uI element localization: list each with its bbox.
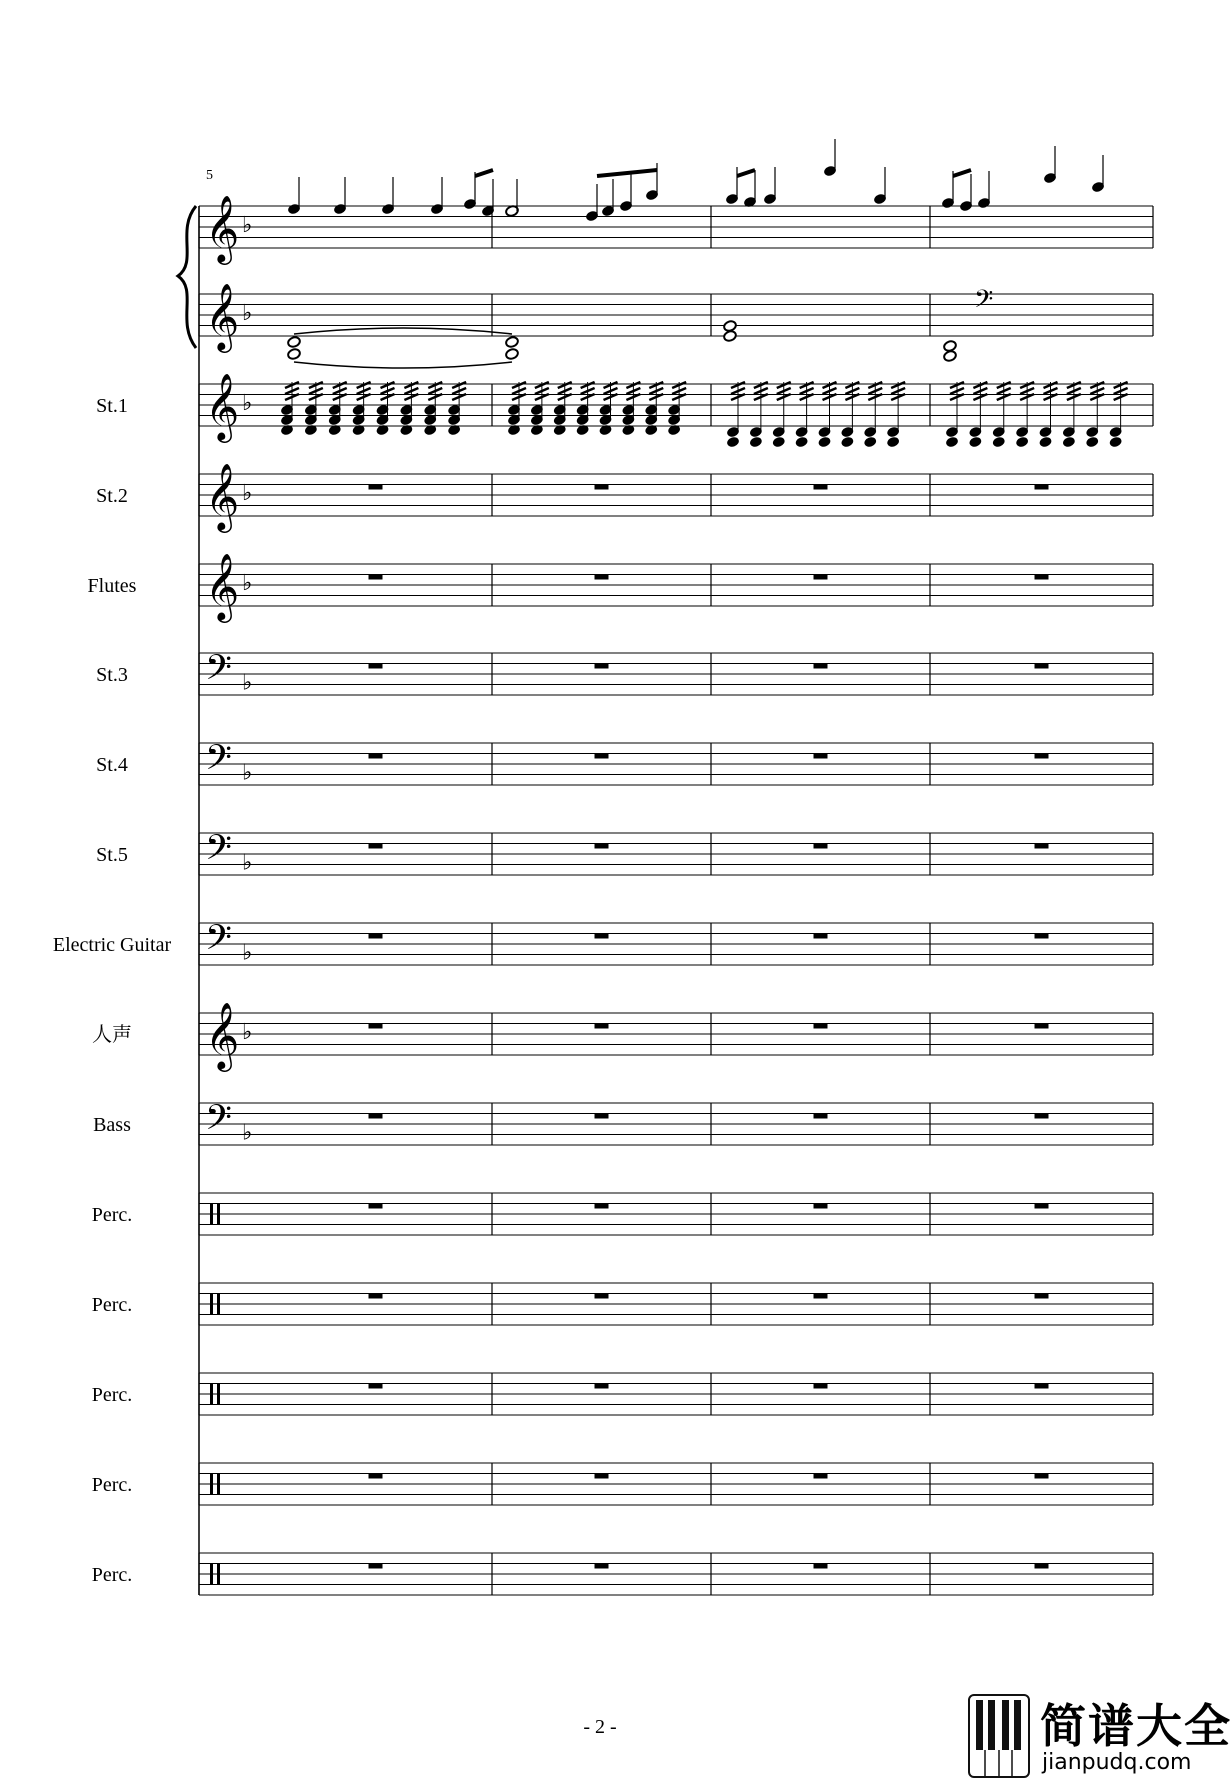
whole-rest bbox=[369, 1384, 383, 1389]
tremolo-note bbox=[968, 436, 982, 449]
instrument-label: Perc. bbox=[91, 1294, 133, 1316]
whole-rest bbox=[814, 754, 828, 759]
staff-8 bbox=[199, 1013, 1153, 1055]
bass-clef-icon: 𝄢 bbox=[205, 917, 233, 966]
whole-rest bbox=[595, 1024, 609, 1029]
whole-rest bbox=[595, 934, 609, 939]
whole-rest bbox=[1035, 1294, 1049, 1299]
whole-rest bbox=[595, 575, 609, 580]
whole-rest bbox=[814, 1294, 828, 1299]
whole-rest bbox=[595, 664, 609, 669]
flat-key-signature-icon: ♭ bbox=[242, 760, 253, 786]
tremolo-note bbox=[1062, 436, 1076, 449]
bass-clef-change-icon: 𝄢 bbox=[974, 285, 994, 320]
staff-10 bbox=[199, 1193, 1153, 1235]
flat-key-signature-icon: ♭ bbox=[242, 850, 253, 876]
whole-rest bbox=[369, 575, 383, 580]
instrument-label: Electric Guitar bbox=[52, 934, 172, 956]
whole-rest bbox=[369, 485, 383, 490]
tremolo-note bbox=[992, 436, 1006, 449]
bass-clef-icon: 𝄢 bbox=[205, 1097, 233, 1146]
page-number: - 2 - bbox=[583, 1716, 617, 1738]
whole-rest bbox=[1035, 754, 1049, 759]
measure-number: 5 bbox=[206, 168, 213, 183]
staff-13 bbox=[199, 1463, 1153, 1505]
percussion-clef-icon bbox=[210, 1294, 213, 1315]
bass-clef-icon: 𝄢 bbox=[205, 827, 233, 876]
whole-rest bbox=[595, 1474, 609, 1479]
flat-key-signature-icon: ♭ bbox=[242, 213, 253, 238]
beam bbox=[475, 170, 493, 176]
whole-rest bbox=[814, 1204, 828, 1209]
staff-2 bbox=[199, 474, 1153, 516]
whole-rest bbox=[595, 754, 609, 759]
whole-note bbox=[505, 336, 519, 349]
tremolo-note bbox=[1015, 436, 1029, 449]
tremolo-note bbox=[749, 436, 763, 449]
instrument-label: Flutes bbox=[87, 575, 137, 597]
whole-rest bbox=[595, 1204, 609, 1209]
percussion-clef-icon bbox=[217, 1474, 220, 1495]
tremolo-note bbox=[1108, 436, 1122, 449]
tremolo-note bbox=[863, 436, 877, 449]
whole-rest bbox=[1035, 575, 1049, 580]
tie bbox=[294, 362, 512, 368]
whole-rest bbox=[595, 1564, 609, 1569]
whole-rest bbox=[814, 1384, 828, 1389]
percussion-clef-icon bbox=[217, 1384, 220, 1405]
whole-rest bbox=[814, 934, 828, 939]
whole-rest bbox=[814, 1564, 828, 1569]
whole-rest bbox=[1035, 1564, 1049, 1569]
staff-14 bbox=[199, 1553, 1153, 1595]
whole-note bbox=[287, 336, 301, 349]
tremolo-note bbox=[817, 436, 831, 449]
beam bbox=[737, 170, 755, 176]
whole-rest bbox=[1035, 844, 1049, 849]
percussion-clef-icon bbox=[210, 1204, 213, 1225]
piano-brace bbox=[178, 206, 196, 348]
whole-rest bbox=[1035, 934, 1049, 939]
instrument-label: St.4 bbox=[96, 754, 128, 776]
whole-rest bbox=[369, 1114, 383, 1119]
piano-keys-icon bbox=[968, 1694, 1030, 1778]
site-logo[interactable] bbox=[968, 1690, 1232, 1782]
flat-key-signature-icon: ♭ bbox=[242, 670, 253, 696]
whole-note bbox=[505, 348, 519, 361]
whole-note bbox=[723, 330, 737, 343]
whole-rest bbox=[369, 1204, 383, 1209]
whole-rest bbox=[595, 485, 609, 490]
flat-key-signature-icon: ♭ bbox=[242, 301, 253, 326]
instrument-label: Perc. bbox=[91, 1384, 133, 1406]
instrument-label: Bass bbox=[93, 1114, 131, 1136]
treble-clef-icon: 𝄞 bbox=[205, 462, 240, 530]
whole-rest bbox=[1035, 1204, 1049, 1209]
whole-rest bbox=[814, 1024, 828, 1029]
tremolo-note bbox=[886, 436, 900, 449]
instrument-label: St.1 bbox=[96, 395, 128, 417]
instrument-label: St.2 bbox=[96, 485, 128, 507]
whole-rest bbox=[1035, 1384, 1049, 1389]
whole-rest bbox=[369, 754, 383, 759]
whole-rest bbox=[369, 1024, 383, 1029]
whole-rest bbox=[595, 1384, 609, 1389]
treble-clef-icon: 𝄞 bbox=[205, 194, 240, 262]
whole-rest bbox=[1035, 485, 1049, 490]
treble-clef-icon: 𝄞 bbox=[205, 282, 240, 350]
instrument-label: Perc. bbox=[91, 1564, 133, 1586]
treble-clef-icon: 𝄞 bbox=[205, 552, 240, 620]
percussion-clef-icon bbox=[210, 1384, 213, 1405]
tremolo-note bbox=[726, 436, 740, 449]
whole-rest bbox=[1035, 1474, 1049, 1479]
whole-rest bbox=[814, 844, 828, 849]
tremolo-note bbox=[1085, 436, 1099, 449]
instrument-label: St.5 bbox=[96, 844, 128, 866]
whole-rest bbox=[814, 1114, 828, 1119]
flat-key-signature-icon: ♭ bbox=[242, 1020, 253, 1045]
beam bbox=[953, 170, 971, 176]
staff-9 bbox=[199, 1103, 1153, 1145]
whole-rest bbox=[1035, 1024, 1049, 1029]
logo-title: 简谱大全 bbox=[1040, 1699, 1232, 1753]
percussion-clef-icon bbox=[217, 1564, 220, 1585]
staff-12 bbox=[199, 1373, 1153, 1415]
flat-key-signature-icon: ♭ bbox=[242, 1120, 253, 1146]
staff-7 bbox=[199, 923, 1153, 965]
instrument-label: Perc. bbox=[91, 1204, 133, 1226]
tremolo-note bbox=[1038, 436, 1052, 449]
whole-rest bbox=[369, 1564, 383, 1569]
flat-key-signature-icon: ♭ bbox=[242, 571, 253, 596]
whole-rest bbox=[814, 1474, 828, 1479]
staff-3 bbox=[199, 564, 1153, 606]
tremolo-note bbox=[794, 436, 808, 449]
whole-rest bbox=[369, 664, 383, 669]
bass-clef-icon: 𝄢 bbox=[205, 647, 233, 696]
logo-url: jianpudq.com bbox=[1042, 1750, 1192, 1775]
instrument-label: St.3 bbox=[96, 664, 128, 686]
whole-rest bbox=[814, 664, 828, 669]
whole-rest bbox=[369, 1474, 383, 1479]
bass-clef-icon: 𝄢 bbox=[205, 737, 233, 786]
whole-rest bbox=[369, 844, 383, 849]
percussion-clef-icon bbox=[210, 1474, 213, 1495]
flat-key-signature-icon: ♭ bbox=[242, 940, 253, 966]
staff-5 bbox=[199, 743, 1153, 785]
whole-rest bbox=[595, 1114, 609, 1119]
tie bbox=[294, 328, 512, 334]
instrument-label: Perc. bbox=[91, 1474, 133, 1496]
whole-rest bbox=[814, 485, 828, 490]
instrument-label: 人声 bbox=[92, 1024, 132, 1046]
beam bbox=[597, 170, 657, 176]
tremolo-note bbox=[945, 436, 959, 449]
staff-4 bbox=[199, 653, 1153, 695]
whole-rest bbox=[1035, 1114, 1049, 1119]
flat-key-signature-icon: ♭ bbox=[242, 481, 253, 506]
percussion-clef-icon bbox=[210, 1564, 213, 1585]
whole-rest bbox=[369, 934, 383, 939]
tremolo-note bbox=[840, 436, 854, 449]
percussion-clef-icon bbox=[217, 1294, 220, 1315]
staff-11 bbox=[199, 1283, 1153, 1325]
whole-note bbox=[287, 348, 301, 361]
staff-6 bbox=[199, 833, 1153, 875]
whole-rest bbox=[595, 1294, 609, 1299]
treble-clef-icon: 𝄞 bbox=[205, 1001, 240, 1069]
tremolo-note bbox=[772, 436, 786, 449]
whole-rest bbox=[369, 1294, 383, 1299]
whole-rest bbox=[595, 844, 609, 849]
percussion-clef-icon bbox=[217, 1204, 220, 1225]
whole-rest bbox=[814, 575, 828, 580]
whole-note bbox=[943, 350, 957, 363]
whole-rest bbox=[1035, 664, 1049, 669]
treble-clef-icon: 𝄞 bbox=[205, 372, 240, 440]
flat-key-signature-icon: ♭ bbox=[242, 391, 253, 416]
